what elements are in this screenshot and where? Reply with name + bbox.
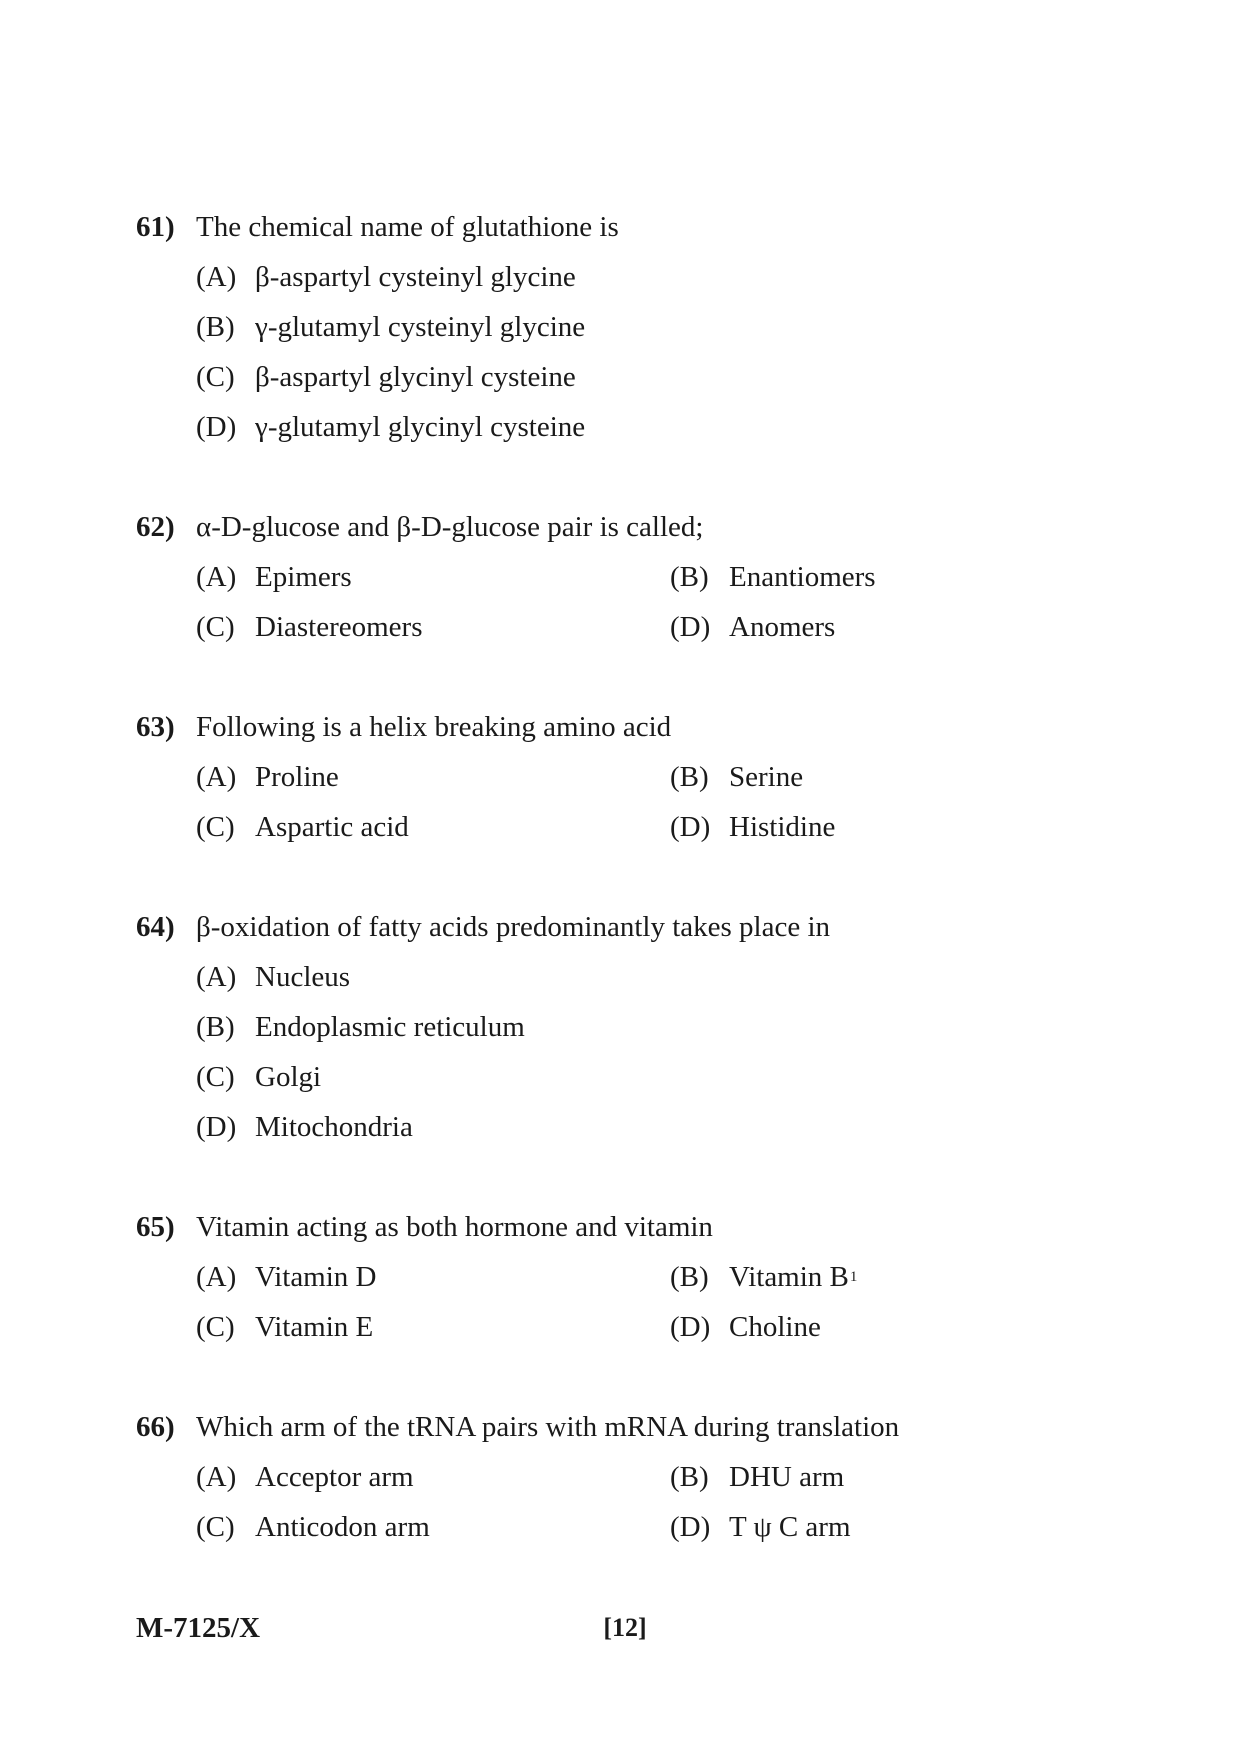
option-text: Endoplasmic reticulum [255,1011,525,1043]
option-label: (D) [670,611,711,643]
question-number: 62) [136,511,175,543]
option-label: (C) [196,811,235,843]
question-number: 65) [136,1211,175,1243]
options-list [196,952,1136,1152]
option-d [670,602,835,652]
option-label: (A) [196,261,237,293]
option-c [196,1302,670,1352]
option-text: Enantiomers [729,561,876,593]
question-stem [136,502,1136,552]
option-text: γ-glutamyl cysteinyl glycine [255,311,586,343]
question-66 [136,1402,1136,1552]
option-label: (C) [196,1311,235,1343]
option-c [196,1502,670,1552]
option-d [670,1502,851,1552]
option-d [196,1102,413,1152]
question-64 [136,902,1136,1152]
question-number: 63) [136,711,175,743]
option-c [196,602,670,652]
option-a [196,1452,670,1502]
options-grid [196,1452,1136,1552]
option-subscript: 1 [849,1269,858,1285]
option-label: (D) [670,1311,711,1343]
option-text: Golgi [255,1061,322,1093]
option-label: (A) [196,961,237,993]
option-label: (B) [670,561,709,593]
option-label: (A) [196,1261,237,1293]
option-label: (A) [196,761,237,793]
question-stem [136,1402,1136,1452]
option-a [196,252,576,302]
question-text: Following is a helix breaking amino acid [196,711,672,743]
option-text: Nucleus [255,961,351,993]
option-text: Choline [729,1311,821,1343]
option-d [196,402,585,452]
option-text: Histidine [729,811,836,843]
option-a [196,1252,670,1302]
option-label: (B) [670,1261,709,1293]
option-text: Diastereomers [255,611,423,643]
question-62 [136,502,1136,652]
option-label: (D) [670,1511,711,1543]
question-text: The chemical name of glutathione is [196,211,619,243]
option-text: Vitamin E [255,1311,374,1343]
option-label: (B) [196,1011,235,1043]
options-grid [196,752,1136,852]
question-text: β-oxidation of fatty acids predominantly takes place in [196,911,831,943]
option-text: γ-glutamyl glycinyl cysteine [255,411,586,443]
option-label: (B) [670,1461,709,1493]
option-label: (C) [196,611,235,643]
option-text: Vitamin D [255,1261,377,1293]
option-text: β-aspartyl glycinyl cysteine [255,361,576,393]
option-label: (D) [670,811,711,843]
paper-code: M-7125/X [136,1612,261,1644]
option-d [670,802,835,852]
options-list [196,252,1136,452]
question-65 [136,1202,1136,1352]
option-text: Vitamin B [729,1261,849,1293]
page-number: [12] [603,1613,647,1642]
question-text: α-D-glucose and β-D-glucose pair is called; [196,511,704,543]
option-label: (B) [670,761,709,793]
option-d [670,1302,821,1352]
question-stem [136,902,1136,952]
option-label: (C) [196,1511,235,1543]
option-text: Mitochondria [255,1111,413,1143]
option-text: Anticodon arm [255,1511,430,1543]
question-text: Vitamin acting as both hormone and vitamin [196,1211,713,1243]
options-grid [196,552,1136,652]
option-label: (A) [196,1461,237,1493]
option-label: (C) [196,1061,235,1093]
option-text: T ψ C arm [729,1511,851,1543]
question-stem [136,702,1136,752]
option-b [670,552,876,602]
question-63 [136,702,1136,852]
option-b [670,1252,857,1302]
option-a [196,952,350,1002]
option-b [670,752,803,802]
question-number: 66) [136,1411,175,1443]
question-stem [136,1202,1136,1252]
question-stem [136,202,1136,252]
option-b [670,1452,844,1502]
option-b [196,1002,525,1052]
option-text: Proline [255,761,339,793]
option-text: Serine [729,761,804,793]
option-text: Aspartic acid [255,811,409,843]
option-a [196,552,670,602]
option-label: (A) [196,561,237,593]
option-c [196,802,670,852]
option-label: (D) [196,411,237,443]
question-text: Which arm of the tRNA pairs with mRNA during translation [196,1411,900,1443]
option-a [196,752,670,802]
option-text: β-aspartyl cysteinyl glycine [255,261,576,293]
option-label: (B) [196,311,235,343]
question-number: 64) [136,911,175,943]
option-text: Anomers [729,611,836,643]
option-c [196,1052,321,1102]
option-c [196,352,576,402]
option-label: (C) [196,361,235,393]
option-label: (D) [196,1111,237,1143]
option-text: DHU arm [729,1461,845,1493]
option-text: Epimers [255,561,352,593]
option-b [196,302,585,352]
option-text: Acceptor arm [255,1461,414,1493]
question-61 [136,202,1136,452]
options-grid [196,1252,1136,1352]
question-number: 61) [136,211,175,243]
